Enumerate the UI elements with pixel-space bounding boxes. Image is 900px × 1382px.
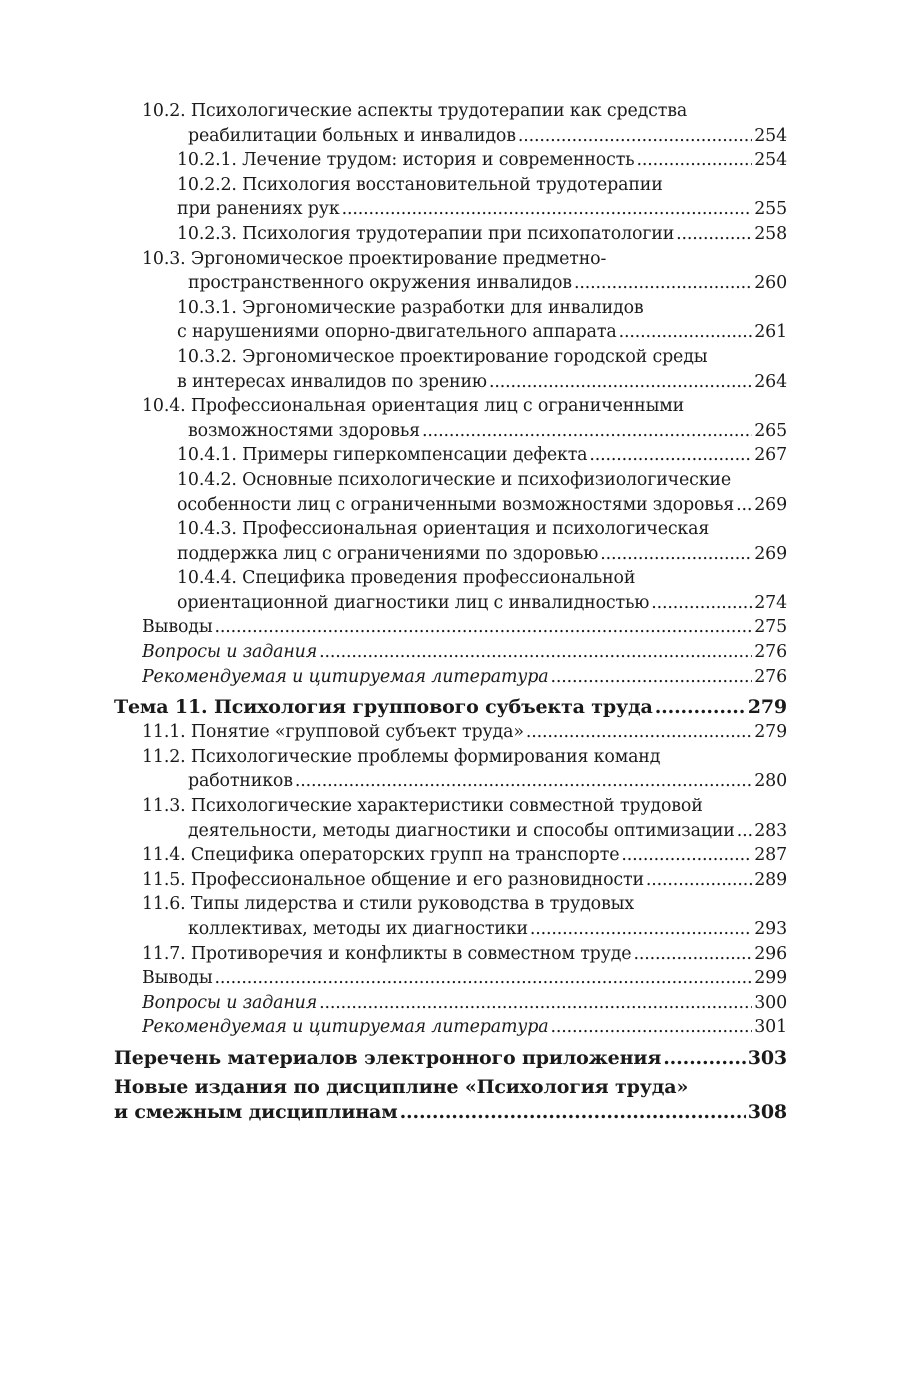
toc-entry[interactable] xyxy=(114,966,787,991)
page-number: 296 xyxy=(754,943,787,964)
toc-entry-title: 10.2.1. Лечение трудом: история и современность xyxy=(177,150,635,171)
toc-entry-title: 11.7. Противоречия и конфликты в совместном труде xyxy=(142,943,632,964)
toc-entry-title: 10.2.3. Психология трудотерапии при психопатологии xyxy=(177,223,675,244)
toc-entry-title: 10.2. Психологические аспекты трудотерапии как средства xyxy=(142,101,688,121)
dot-leader xyxy=(574,271,752,296)
page-number: 279 xyxy=(754,722,787,743)
page-number: 254 xyxy=(754,150,787,171)
page-number: 280 xyxy=(754,771,787,792)
page-number: 269 xyxy=(754,543,787,564)
toc-entry[interactable] xyxy=(114,296,787,345)
dot-leader xyxy=(736,493,752,518)
toc-entry-title: 10.4.4. Специфика проведения профессиональной xyxy=(177,568,636,589)
dot-leader xyxy=(400,1100,746,1125)
toc-entry[interactable] xyxy=(114,942,787,967)
toc-entry[interactable] xyxy=(114,695,787,720)
page-number: 274 xyxy=(754,592,787,613)
toc-entry-title: 10.4.1. Примеры гиперкомпенсации дефекта xyxy=(177,445,588,466)
dot-leader xyxy=(619,320,753,345)
page-number: 255 xyxy=(754,199,787,220)
toc-entry-title: реабилитации больных и инвалидов xyxy=(188,125,516,146)
dot-leader xyxy=(526,720,752,745)
dot-leader xyxy=(319,991,752,1016)
toc-entry[interactable] xyxy=(114,843,787,868)
page-number: 300 xyxy=(754,992,787,1013)
page-number: 254 xyxy=(754,125,787,146)
dot-leader xyxy=(600,542,752,567)
toc-entry[interactable] xyxy=(114,794,787,843)
toc-entry-title: Рекомендуемая и цитируемая литература xyxy=(142,1017,549,1038)
dot-leader xyxy=(636,148,752,173)
toc-entry[interactable] xyxy=(114,665,787,690)
toc-entry-title: Рекомендуемая и цитируемая литература xyxy=(142,666,549,687)
dot-leader xyxy=(589,443,752,468)
page-number: 276 xyxy=(754,642,787,663)
toc-entry-title: деятельности, методы диагностики и способы оптимизации xyxy=(188,820,735,841)
toc-entry[interactable] xyxy=(114,247,787,296)
page-number: 308 xyxy=(747,1100,787,1123)
dot-leader xyxy=(621,843,752,868)
dot-leader xyxy=(518,124,752,149)
page-number: 267 xyxy=(754,445,787,466)
dot-leader xyxy=(530,917,752,942)
toc-entry-title: 10.2.2. Психология восстановительной трудотерапии xyxy=(177,174,663,195)
toc-entry-title: и смежным дисциплинам xyxy=(114,1100,398,1123)
dot-leader xyxy=(489,370,752,395)
dot-leader xyxy=(633,942,752,967)
toc-entry-title: 11.4. Специфика операторских групп на транспорте xyxy=(142,845,620,866)
dot-leader xyxy=(651,591,752,616)
toc-entry[interactable] xyxy=(114,517,787,566)
toc-entry-title: 11.5. Профессиональное общение и его разновидности xyxy=(142,869,644,890)
dot-leader xyxy=(550,665,752,690)
toc-entry-title: коллективах, методы их диагностики xyxy=(188,919,528,939)
toc-entry[interactable] xyxy=(114,1075,787,1125)
toc-entry-title: 11.3. Психологические характеристики совместной трудовой xyxy=(142,796,703,817)
toc-entry-title: при ранениях рук xyxy=(177,199,340,220)
toc-entry-title: Выводы xyxy=(142,617,213,638)
toc-entry-title: Вопросы и задания xyxy=(142,992,318,1013)
page-number: 293 xyxy=(754,919,787,939)
dot-leader xyxy=(342,197,753,222)
dot-leader xyxy=(676,222,752,247)
toc-entry-title: в интересах инвалидов по зрению xyxy=(177,371,487,392)
toc-entry[interactable] xyxy=(114,868,787,893)
toc-entry-title: Выводы xyxy=(142,968,213,989)
dot-leader xyxy=(655,695,746,720)
toc-entry[interactable] xyxy=(114,443,787,468)
toc-entry-title: 10.4. Профессиональная ориентация лиц с ограниченными xyxy=(142,396,685,417)
toc-entry-title: 10.3. Эргономическое проектирование предметно- xyxy=(142,248,607,269)
toc-entry-title: 10.4.2. Основные психологические и психофизиологические xyxy=(177,469,732,490)
page-number: 258 xyxy=(754,223,787,244)
dot-leader xyxy=(550,1015,752,1040)
toc-entry[interactable] xyxy=(114,991,787,1016)
toc-entry[interactable] xyxy=(114,148,787,173)
page-number: 260 xyxy=(754,273,787,294)
toc-entry-title: 11.1. Понятие «групповой субъект труда» xyxy=(142,722,524,743)
table-of-contents xyxy=(114,99,787,1125)
page-number: 299 xyxy=(754,968,787,989)
dot-leader xyxy=(295,769,752,794)
page-number: 279 xyxy=(747,696,787,719)
toc-entry-title: 11.6. Типы лидерства и стили руководства в трудовых xyxy=(142,894,634,915)
toc-entry[interactable] xyxy=(114,222,787,247)
toc-entry-title: особенности лиц с ограниченными возможностями здоровья xyxy=(177,494,735,515)
page-number: 283 xyxy=(754,820,787,841)
toc-entry[interactable] xyxy=(114,345,787,394)
page-number: 301 xyxy=(754,1017,787,1038)
toc-entry[interactable] xyxy=(114,615,787,640)
toc-entry[interactable] xyxy=(114,468,787,517)
toc-entry-title: работников xyxy=(188,771,293,792)
toc-entry[interactable] xyxy=(114,1015,787,1040)
page-number: 303 xyxy=(747,1046,787,1069)
toc-entry-title: 10.4.3. Профессиональная ориентация и психологическая xyxy=(177,519,710,540)
page-number: 275 xyxy=(754,617,787,638)
toc-entry-title: 11.2. Психологические проблемы формирования команд xyxy=(142,746,661,767)
page-number: 276 xyxy=(754,666,787,687)
page-number: 265 xyxy=(754,420,787,441)
toc-entry[interactable] xyxy=(114,745,787,794)
toc-entry-title: Тема 11. Психология группового субъекта труда xyxy=(114,696,653,719)
toc-entry-title: ориентационной диагностики лиц с инвалидностью xyxy=(177,592,650,613)
toc-entry[interactable] xyxy=(114,566,787,615)
dot-leader xyxy=(663,1046,746,1071)
page-number: 289 xyxy=(754,869,787,890)
toc-entry[interactable] xyxy=(114,892,787,941)
toc-entry-title: возможностями здоровья xyxy=(188,420,420,441)
toc-entry[interactable] xyxy=(114,1046,787,1071)
page-number: 287 xyxy=(754,845,787,866)
toc-entry-title: с нарушениями опорно-двигательного аппарата xyxy=(177,322,617,343)
toc-entry-title: Новые издания по дисциплине «Психология труда» xyxy=(114,1075,689,1098)
dot-leader xyxy=(215,615,753,640)
toc-entry-title: 10.3.2. Эргономическое проектирование городской среды xyxy=(177,346,708,367)
dot-leader xyxy=(737,819,753,844)
dot-leader xyxy=(646,868,752,893)
dot-leader xyxy=(215,966,753,991)
toc-entry[interactable] xyxy=(114,720,787,745)
page-number: 261 xyxy=(754,322,787,343)
toc-entry[interactable] xyxy=(114,394,787,443)
dot-leader xyxy=(422,419,752,444)
toc-entry-title: Вопросы и задания xyxy=(142,642,318,663)
dot-leader xyxy=(319,640,752,665)
toc-entry-title: поддержка лиц с ограничениями по здоровью xyxy=(177,543,599,564)
page-number: 264 xyxy=(754,371,787,392)
page-number: 269 xyxy=(754,494,787,515)
toc-entry[interactable] xyxy=(114,173,787,222)
toc-entry[interactable] xyxy=(114,99,787,148)
toc-entry-title: Перечень материалов электронного приложения xyxy=(114,1046,662,1069)
toc-entry-title: пространственного окружения инвалидов xyxy=(188,273,572,294)
toc-entry-title: 10.3.1. Эргономические разработки для инвалидов xyxy=(177,297,644,318)
toc-entry[interactable] xyxy=(114,640,787,665)
